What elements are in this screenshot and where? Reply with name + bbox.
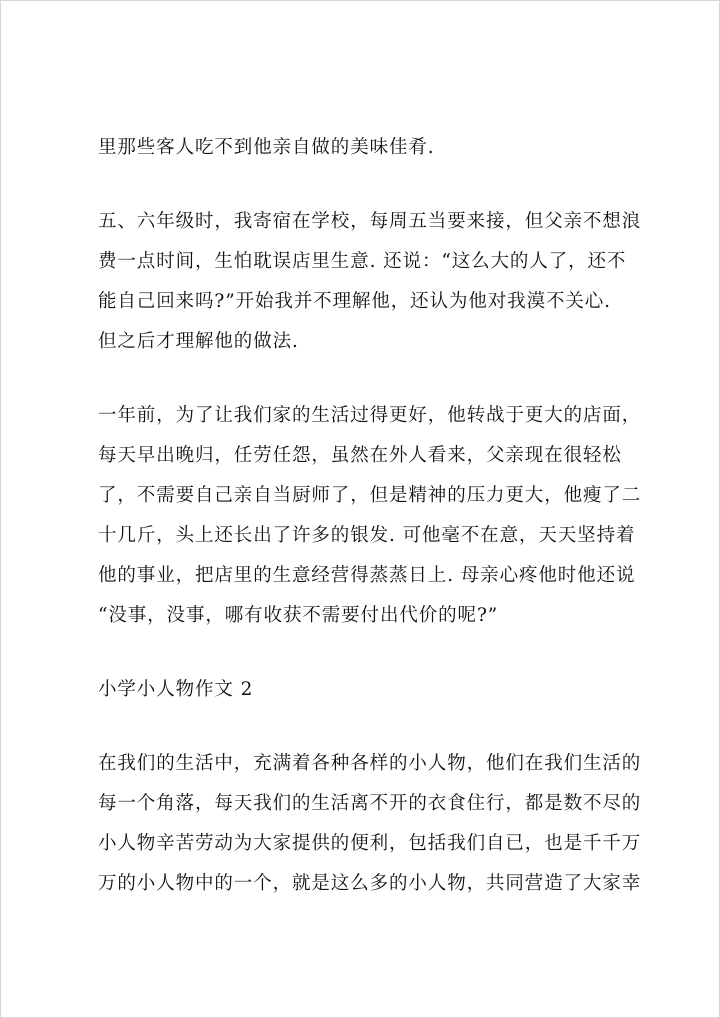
text-line: 他的事业，把店里的生意经营得蒸蒸日上. 母亲心疼他时他还说	[98, 565, 636, 586]
paragraph-gap	[98, 710, 676, 744]
paragraph-1	[98, 128, 676, 168]
text-line: 每天早出晚归，任劳任怨，虽然在外人看来，父亲现在很轻松	[98, 445, 622, 466]
paragraph-2	[98, 202, 676, 362]
document-body	[98, 128, 676, 904]
text-line: 十几斤，头上还长出了许多的银发. 可他毫不在意，天天坚持着	[98, 525, 636, 546]
paragraph-4	[98, 744, 676, 904]
text-line: 在我们的生活中，充满着各种各样的小人物，他们在我们生活的	[98, 753, 642, 774]
text-line: 了，不需要自己亲自当厨师了，但是精神的压力更大，他瘦了二	[98, 485, 642, 506]
paragraph-gap	[98, 636, 676, 670]
paragraph-gap	[98, 168, 676, 202]
text-line: 能自己回来吗?”开始我并不理解他，还认为他对我漠不关心.	[98, 291, 611, 312]
paragraph-gap	[98, 362, 676, 396]
paragraph-3	[98, 396, 676, 636]
text-line: 小人物辛苦劳动为大家提供的便利，包括我们自已，也是千千万	[98, 833, 642, 854]
section-heading: 小学小人物作文 2	[98, 679, 254, 700]
text-line: 万的小人物中的一个，就是这么多的小人物，共同营造了大家幸	[98, 873, 642, 894]
text-line: 一年前，为了让我们家的生活过得更好，他转战于更大的店面，	[98, 405, 642, 426]
text-line: “没事，没事，哪有收获不需要付出代价的呢?”	[98, 605, 499, 626]
text-line: 里那些客人吃不到他亲自做的美味佳肴.	[98, 137, 435, 158]
text-line: 但之后才理解他的做法.	[98, 331, 299, 352]
text-line: 五、六年级时，我寄宿在学校，每周五当要来接，但父亲不想浪	[98, 211, 642, 232]
text-line: 费一点时间，生怕耽误店里生意. 还说：“这么大的人了，还不	[98, 251, 627, 272]
text-line: 每一个角落，每天我们的生活离不开的衣食住行，都是数不尽的	[98, 793, 642, 814]
